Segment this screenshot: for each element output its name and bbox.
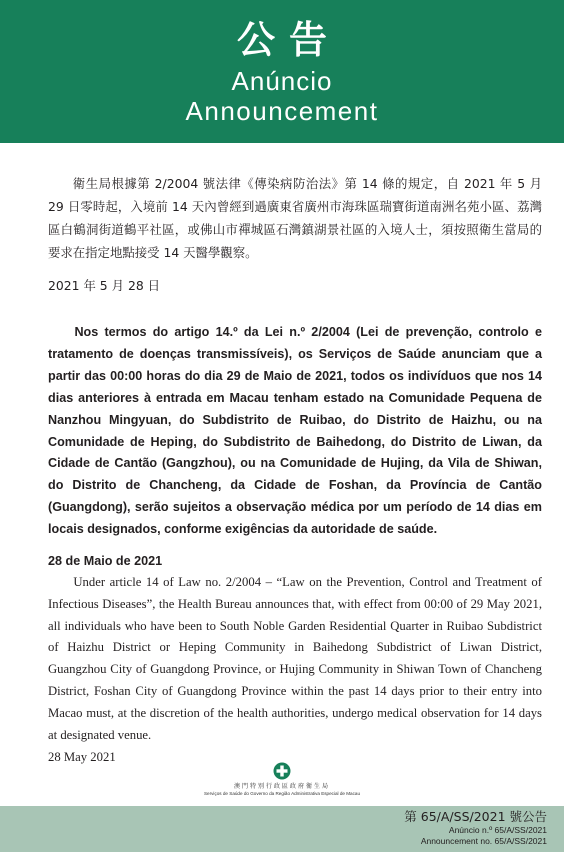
title-english: Announcement bbox=[185, 96, 379, 126]
health-bureau-cross-icon bbox=[273, 762, 291, 780]
english-paragraph: Under article 14 of Law no. 2/2004 – “Law on the Prevention, Control and Treatment of Infectious Diseases”, the Health Bureau announces that, with effect from 00:00 of 29 May 2021, all individuals who have been to South Noble Garden Residential Quarter in Ruibao Subdistrict of Haizhu District or Heping Community in Baihedong Subdistrict of Liwan District, Guangzhou City of Guangdong Province, or Hujing Community in Shiwan Town of Chancheng District, Foshan City of Guangdong Province within the past 14 days prior to their entry into Macao must, at the discretion of the health authorities, undergo medical observation for 14 days at designated venue. bbox=[48, 575, 542, 742]
chinese-date: 2021 年 5 月 28 日 bbox=[48, 278, 161, 293]
chinese-paragraph: 衛生局根據第 2/2004 號法律《傳染病防治法》第 14 條的規定，自 2021 年 5 月 29 日零時起，入境前 14 天內曾經到過廣東省廣州市海珠區瑞寶街道南洲名苑小區、荔灣區白鶴洞街道鶴平社區，或佛山市禪城區石灣鎮湖景社區的入境人士，須按照衛生當局的要求在指定地點接受 14 天醫學觀察。 bbox=[48, 176, 542, 260]
logo-name-chinese: 澳門特別行政區政府衛生局 bbox=[233, 783, 330, 790]
english-date: 28 May 2021 bbox=[48, 750, 116, 764]
portuguese-date: 28 de Maio de 2021 bbox=[48, 554, 163, 568]
logo-name-portuguese: Serviços de Saúde do Governo da Região Administrativa Especial de Macau bbox=[203, 791, 361, 796]
health-bureau-logo bbox=[0, 762, 564, 802]
reference-chinese: 第 65/A/SS/2021 號公告 bbox=[404, 809, 547, 824]
footer-bar bbox=[0, 806, 564, 852]
portuguese-paragraph: Nos termos do artigo 14.º da Lei n.º 2/2004 (Lei de prevenção, controlo e tratamento de doenças transmissíveis), os Serviços de Saúde anunciam que a partir das 00:00 horas do dia 29 de Maio de 2021, todos os indivíduos que nos 14 dias anteriores à entrada em Macau tenham estado na Comunidade Pequena de Nanzhou Mingyuan, do Subdistrito de Ruibao, do Distrito de Haizhu, ou na Comunidade de Heping, do Subdistrito de Baihedong, do Distrito de Liwan, da Cidade de Cantão (Gangzhou), ou na Comunidade de Hujing, da Vila de Shiwan, do Distrito de Chancheng, da Cidade de Foshan, da Província de Cantão (Guangdong), serão sujeitos a observação médica por um período de 14 dias em locais designados, conforme exigências da autoridade de saúde. bbox=[48, 325, 542, 537]
reference-english: Announcement no. 65/A/SS/2021 bbox=[420, 836, 547, 846]
announcement-reference bbox=[404, 808, 547, 847]
reference-portuguese: Anúncio n.º 65/A/SS/2021 bbox=[448, 825, 547, 835]
title-portuguese: Anúncio bbox=[231, 66, 333, 96]
header-banner bbox=[0, 0, 564, 143]
title-chinese: 公告 bbox=[236, 18, 341, 62]
